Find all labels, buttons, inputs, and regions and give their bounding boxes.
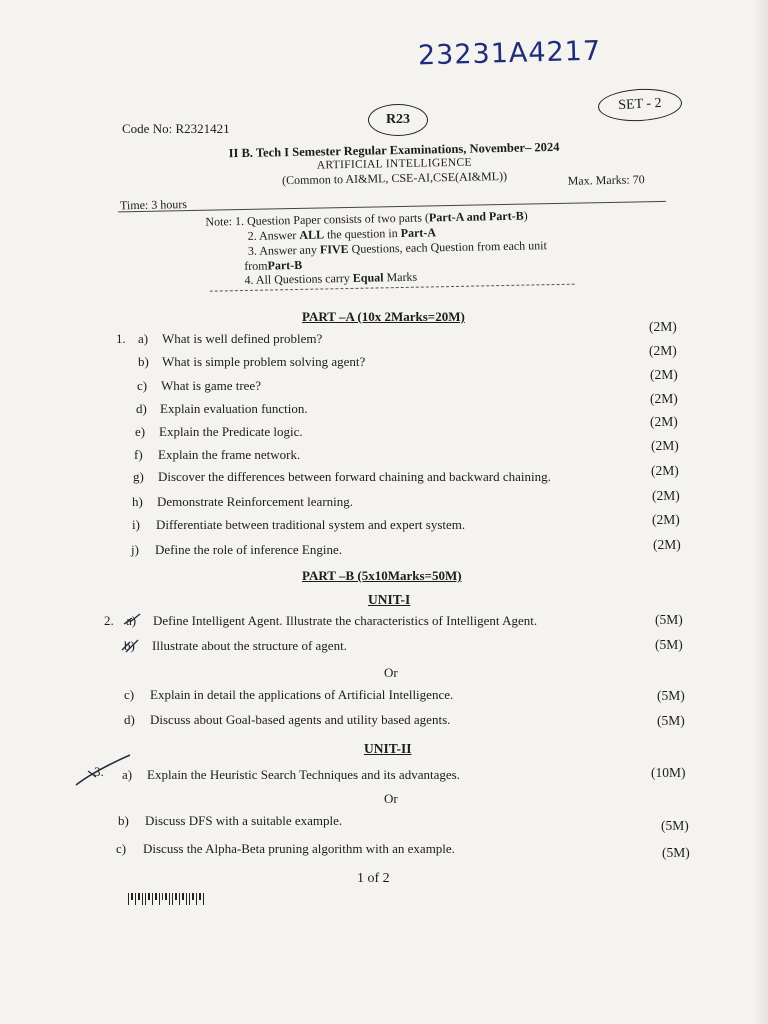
handwritten-roll-number: 23231A4217: [417, 35, 602, 72]
subject-title: ARTIFICIAL INTELLIGENCE: [316, 156, 472, 172]
unit-1-question-marks: (5M): [657, 713, 685, 728]
note-2: 2. Answer ALL the question in Part-A: [247, 225, 437, 243]
unit-1-question-marks: (5M): [655, 637, 683, 652]
question-3-number: 3.: [94, 764, 104, 779]
unit-2-question-text: Discuss DFS with a suitable example.: [145, 813, 343, 828]
unit-1-question-marks: (5M): [655, 612, 683, 627]
part-a-question-label: a): [138, 331, 149, 346]
unit-2-question-label: c): [116, 841, 127, 856]
part-a-question-marks: (2M): [650, 367, 678, 382]
part-a-question-label: i): [132, 517, 140, 532]
set-badge: SET - 2: [597, 87, 683, 123]
header-block: [0, 0, 768, 308]
part-a-question-label: j): [131, 542, 139, 557]
question-1-number: 1.: [116, 331, 126, 346]
unit-1-heading: UNIT-I: [368, 592, 411, 607]
unit-2-question-label: a): [122, 767, 133, 782]
part-a-question-marks: (2M): [651, 463, 679, 478]
unit-2-heading: UNIT-II: [364, 741, 412, 756]
max-marks: Max. Marks: 70: [567, 172, 645, 188]
part-a-question-text: What is well defined problem?: [162, 331, 323, 346]
part-a-question-text: Explain the frame network.: [158, 447, 301, 462]
part-a-question-text: Demonstrate Reinforcement learning.: [157, 494, 354, 509]
part-a-question-text: Explain the Predicate logic.: [159, 424, 303, 439]
part-a-heading: PART –A (10x 2Marks=20M): [302, 309, 465, 324]
note-3-cont: fromPart-B: [244, 257, 303, 274]
part-a-question-label: g): [133, 469, 144, 484]
code-number: Code No: R2321421: [122, 121, 230, 136]
part-a-question-label: e): [135, 424, 146, 439]
common-to: (Common to AI&ML, CSE-AI,CSE(AI&ML)): [281, 168, 508, 188]
unit-1-or: Or: [384, 665, 398, 680]
part-a-question-label: f): [134, 447, 143, 462]
part-a-question-marks: (2M): [649, 343, 677, 358]
part-a-question-marks: (2M): [651, 438, 679, 453]
unit-1-question-label: b): [124, 638, 135, 653]
unit-2-or: Or: [384, 791, 398, 806]
unit-1-question-text: Illustrate about the structure of agent.: [152, 638, 347, 653]
time-label: Time: 3 hours: [119, 197, 188, 213]
part-a-question-label: b): [138, 354, 149, 369]
part-a-question-marks: (2M): [650, 391, 678, 406]
question-2-number: 2.: [104, 613, 114, 628]
part-a-question-text: Explain evaluation function.: [160, 401, 308, 416]
unit-2-question-label: b): [118, 813, 129, 828]
unit-1-question-label: d): [124, 712, 135, 727]
part-a-question-marks: (2M): [652, 488, 680, 503]
note-1: Note: 1. Question Paper consists of two parts (Part-A and Part-B): [205, 208, 528, 229]
part-a-question-marks: (2M): [653, 537, 681, 552]
unit-1-question-text: Discuss about Goal-based agents and utility based agents.: [150, 712, 451, 727]
part-a-question-label: c): [137, 378, 148, 393]
note-3: 3. Answer any FIVE Questions, each Question from each unit: [247, 238, 547, 258]
part-b-heading: PART –B (5x10Marks=50M): [302, 568, 462, 583]
part-a-question-text: Discover the differences between forward chaining and backward chaining.: [158, 469, 551, 484]
page-number: 1 of 2: [357, 871, 390, 886]
part-a-question-text: What is game tree?: [161, 378, 261, 393]
unit-2-question-marks: (5M): [661, 818, 689, 833]
part-a-question-text: What is simple problem solving agent?: [162, 354, 366, 369]
regulation-badge: R23: [368, 104, 428, 136]
part-a-question-text: Differentiate between traditional system and expert system.: [156, 517, 466, 532]
part-a-question-marks: (2M): [652, 512, 680, 527]
part-a-question-text: Define the role of inference Engine.: [155, 542, 342, 557]
part-a-question-marks: (2M): [649, 319, 677, 334]
unit-1-question-text: Explain in detail the applications of Artificial Intelligence.: [150, 687, 454, 702]
unit-1-question-marks: (5M): [657, 688, 685, 703]
pen-check-mark-icon: [120, 610, 160, 656]
note-4: 4. All Questions carry Equal Marks: [244, 269, 418, 287]
unit-2-question-marks: (10M): [651, 765, 686, 780]
unit-1-question-label: c): [124, 687, 135, 702]
part-a-question-label: h): [132, 494, 143, 509]
part-a-question-marks: (2M): [650, 414, 678, 429]
barcode-icon: [128, 893, 204, 907]
unit-1-question-label: a): [126, 613, 137, 628]
unit-2-question-text: Explain the Heuristic Search Techniques and its advantages.: [147, 767, 460, 782]
unit-2-question-marks: (5M): [662, 845, 690, 860]
unit-1-question-text: Define Intelligent Agent. Illustrate the characteristics of Intelligent Agent.: [153, 613, 538, 628]
exam-title: II B. Tech I Semester Regular Examinations, November– 2024: [228, 139, 560, 161]
pen-tick-icon: [74, 751, 134, 791]
unit-2-question-text: Discuss the Alpha-Beta pruning algorithm with an example.: [143, 841, 455, 856]
part-a-question-label: d): [136, 401, 147, 416]
